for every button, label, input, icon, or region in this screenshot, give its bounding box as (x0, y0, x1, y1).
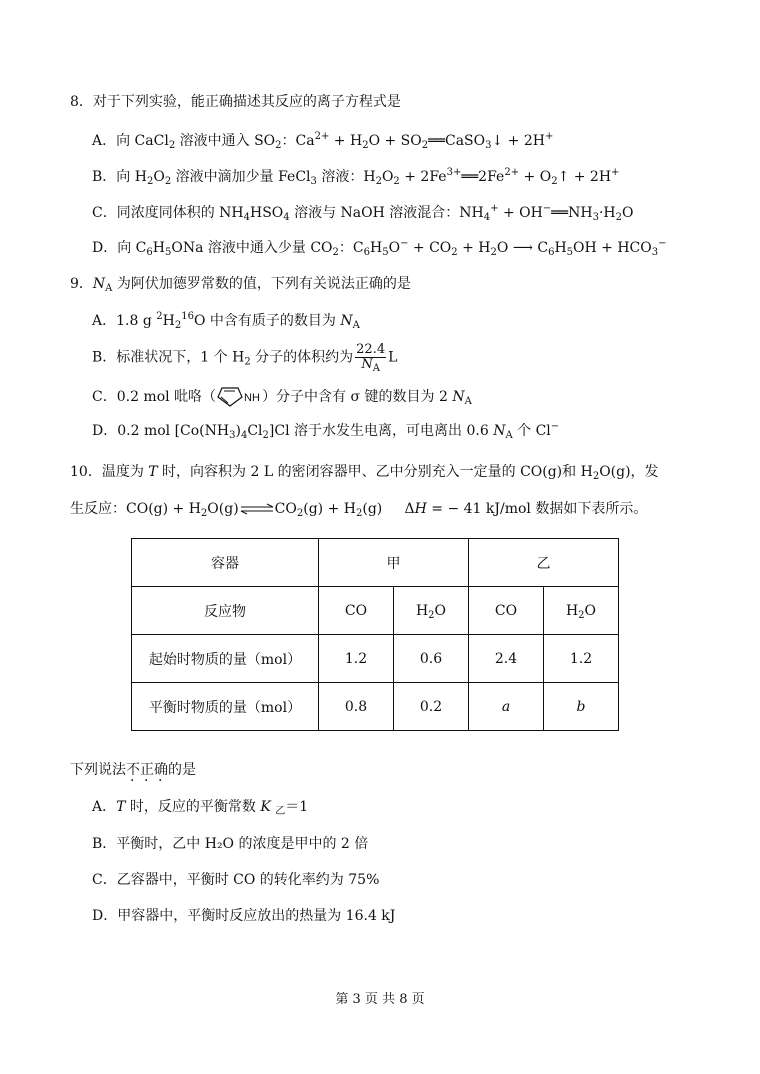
q10-option-c: C．乙容器中，平衡时 CO 的转化率约为 75% (92, 872, 380, 888)
table-row (132, 587, 619, 635)
table-cell: 1.2 (319, 635, 394, 683)
q8-option-a: A．向 CaCl$_2$ 溶液中通入 $SO_2$：$Ca^{2+} + H_2O$ + $SO_2══CaSO_3↓ + 2H^+$ (92, 131, 554, 151)
table-cell: 0.6 (394, 635, 469, 683)
q10-stem-line2: 生反应：$CO(g) + H_2O(g) CO_2(g) + H_2(g)$ ΔH = − 41 kJ/mol 数据如下表所示。 (70, 501, 648, 519)
table-row (132, 635, 619, 683)
table-cell: 起始时物质的量（mol） (132, 635, 319, 683)
q9-option-b: B．标准状况下，1 个 $H_2$ 分子的体积约为 $\frac{22.4}{N_A}$ L (92, 342, 398, 374)
page-footer: 第 3 页 共 8 页 (335, 992, 425, 1007)
table-header-row (132, 539, 619, 587)
table-cell: 反应物 (132, 587, 319, 635)
table-cell: 0.2 (394, 683, 469, 731)
table-cell: 1.2 (544, 635, 619, 683)
q10-option-a: A．T 时，反应的平衡常数 K $_乙$＝1 (92, 799, 309, 817)
table-cell: CO (469, 587, 544, 635)
data-table (131, 538, 619, 731)
q8-stem: 8．对于下列实验，能正确描述其反应的离子方程式是 (70, 94, 401, 110)
table-cell: 平衡时物质的量（mol） (132, 683, 319, 731)
table-cell: $H_2O$ (394, 587, 469, 635)
q9-option-a: A．1.8 g $^2H_2^{16}O$ 中含有质子的数目为 $N_A$ (92, 311, 360, 331)
table-cell: 0.8 (319, 683, 394, 731)
q8-option-c: C．同浓度同体积的 $NH_4HSO_4$ 溶液与 NaOH 溶液混合：$NH_4^+$ + $OH^-══NH_3\cdot H_2O$ (92, 203, 634, 223)
q10-option-d: D．甲容器中，平衡时反应放出的热量为 16.4 kJ (92, 908, 396, 924)
q8-option-b: B．向 $H_2O_2$ 溶液中滴加少量 FeCl$_3$ 溶液：$H_2O_2$ + $2Fe^{3+}══2Fe^{2+}$ + $O_2↑ + 2H^+$ (92, 167, 620, 187)
table-cell: a (469, 683, 544, 731)
q10-option-b: B．平衡时，乙中 H₂O 的浓度是甲中的 2 倍 (92, 836, 369, 852)
svg-text:NH: NH (244, 392, 260, 404)
table-cell: CO (319, 587, 394, 635)
q9-option-c: C．0.2 mol 吡咯（ NH ）分子中含有 σ 键的数目为 2 $N_A$ (92, 384, 472, 410)
table-cell: 2.4 (469, 635, 544, 683)
pyrrole-structure-icon (216, 384, 262, 410)
volume-fraction: $\frac{22.4}{N_A}$ (356, 342, 386, 374)
table-cell: 乙 (469, 539, 619, 587)
q10-stem-line1: 10．温度为 T 时，向容积为 2 L 的密闭容器甲、乙中分别充入一定量的 CO(g)和 $H_2O(g)$，发 (70, 464, 659, 482)
q8-option-d: D．向 $C_6H_5ONa$ 溶液中通入少量 $CO_2$：$C_6H_5O^- + CO_2 + H_2O$ ⟶ $C_6H_5OH + HCO_3^-$ (92, 238, 667, 258)
q9-stem: 9．$N_A$ 为阿伏加德罗常数的值，下列有关说法正确的是 (70, 276, 411, 294)
table-cell: 容器 (132, 539, 319, 587)
table-cell: $H_2O$ (544, 587, 619, 635)
table-row (132, 683, 619, 731)
table-cell: b (544, 683, 619, 731)
reversible-arrow-icon (239, 503, 275, 515)
table-cell: 甲 (319, 539, 469, 587)
q9-option-d: D．0.2 mol $[Co(NH_3)_4Cl_2]Cl$ 溶于水发生电离，可电离出 0.6 $N_A$ 个 Cl− (92, 421, 560, 441)
q10-ask: 下列说法不正确的是 (70, 762, 196, 778)
